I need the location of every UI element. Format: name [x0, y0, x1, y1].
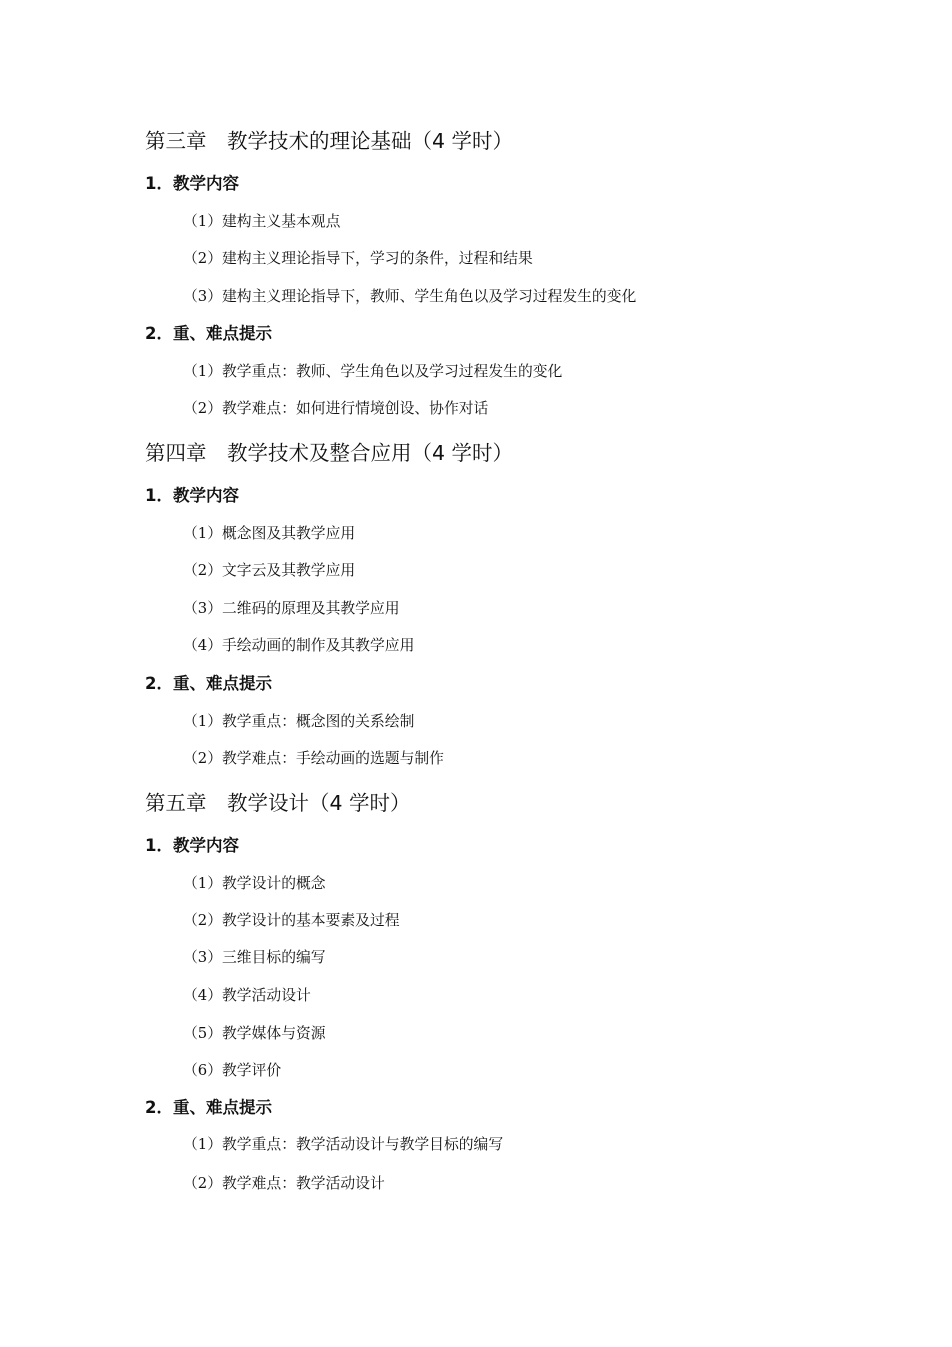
chapter-3-content-item: （1）建构主义基本观点 — [183, 213, 341, 230]
chapter-3-key-heading: 2．重、难点提示 — [145, 324, 272, 343]
chapter-3-title: 第三章 教学技术的理论基础（4 学时） — [145, 129, 514, 153]
chapter-3-content-heading: 1．教学内容 — [145, 174, 239, 193]
chapter-5-content-heading: 1．教学内容 — [145, 836, 239, 855]
chapter-3-content-item: （2）建构主义理论指导下，学习的条件，过程和结果 — [183, 250, 533, 267]
chapter-3-key-item: （1）教学重点：教师、学生角色以及学习过程发生的变化 — [183, 363, 563, 380]
chapter-5-content-item: （1）教学设计的概念 — [183, 875, 326, 892]
chapter-3-key-item: （2）教学难点：如何进行情境创设、协作对话 — [183, 400, 489, 417]
chapter-4-key-item: （2）教学难点：手绘动画的选题与制作 — [183, 750, 444, 767]
chapter-5-content-item: （4）教学活动设计 — [183, 987, 311, 1004]
chapter-5-content-item: （5）教学媒体与资源 — [183, 1025, 326, 1042]
chapter-4-content-item: （4）手绘动画的制作及其教学应用 — [183, 637, 415, 654]
chapter-5-key-item: （2）教学难点：教学活动设计 — [183, 1175, 385, 1192]
chapter-4-content-heading: 1．教学内容 — [145, 486, 239, 505]
chapter-4-key-item: （1）教学重点：概念图的关系绘制 — [183, 713, 415, 730]
chapter-5-content-item: （3）三维目标的编写 — [183, 949, 326, 966]
chapter-4-content-item: （3）二维码的原理及其教学应用 — [183, 600, 400, 617]
chapter-3-content-item: （3）建构主义理论指导下，教师、学生角色以及学习过程发生的变化 — [183, 288, 637, 305]
chapter-4-title: 第四章 教学技术及整合应用（4 学时） — [145, 441, 514, 465]
chapter-4-content-item: （2）文字云及其教学应用 — [183, 562, 356, 579]
chapter-5-content-item: （2）教学设计的基本要素及过程 — [183, 912, 400, 929]
chapter-5-key-item: （1）教学重点：教学活动设计与教学目标的编写 — [183, 1136, 504, 1153]
chapter-4-content-item: （1）概念图及其教学应用 — [183, 525, 356, 542]
chapter-5-content-item: （6）教学评价 — [183, 1062, 282, 1079]
chapter-4-key-heading: 2．重、难点提示 — [145, 674, 272, 693]
chapter-5-title: 第五章 教学设计（4 学时） — [145, 791, 411, 815]
chapter-5-key-heading: 2．重、难点提示 — [145, 1098, 272, 1117]
